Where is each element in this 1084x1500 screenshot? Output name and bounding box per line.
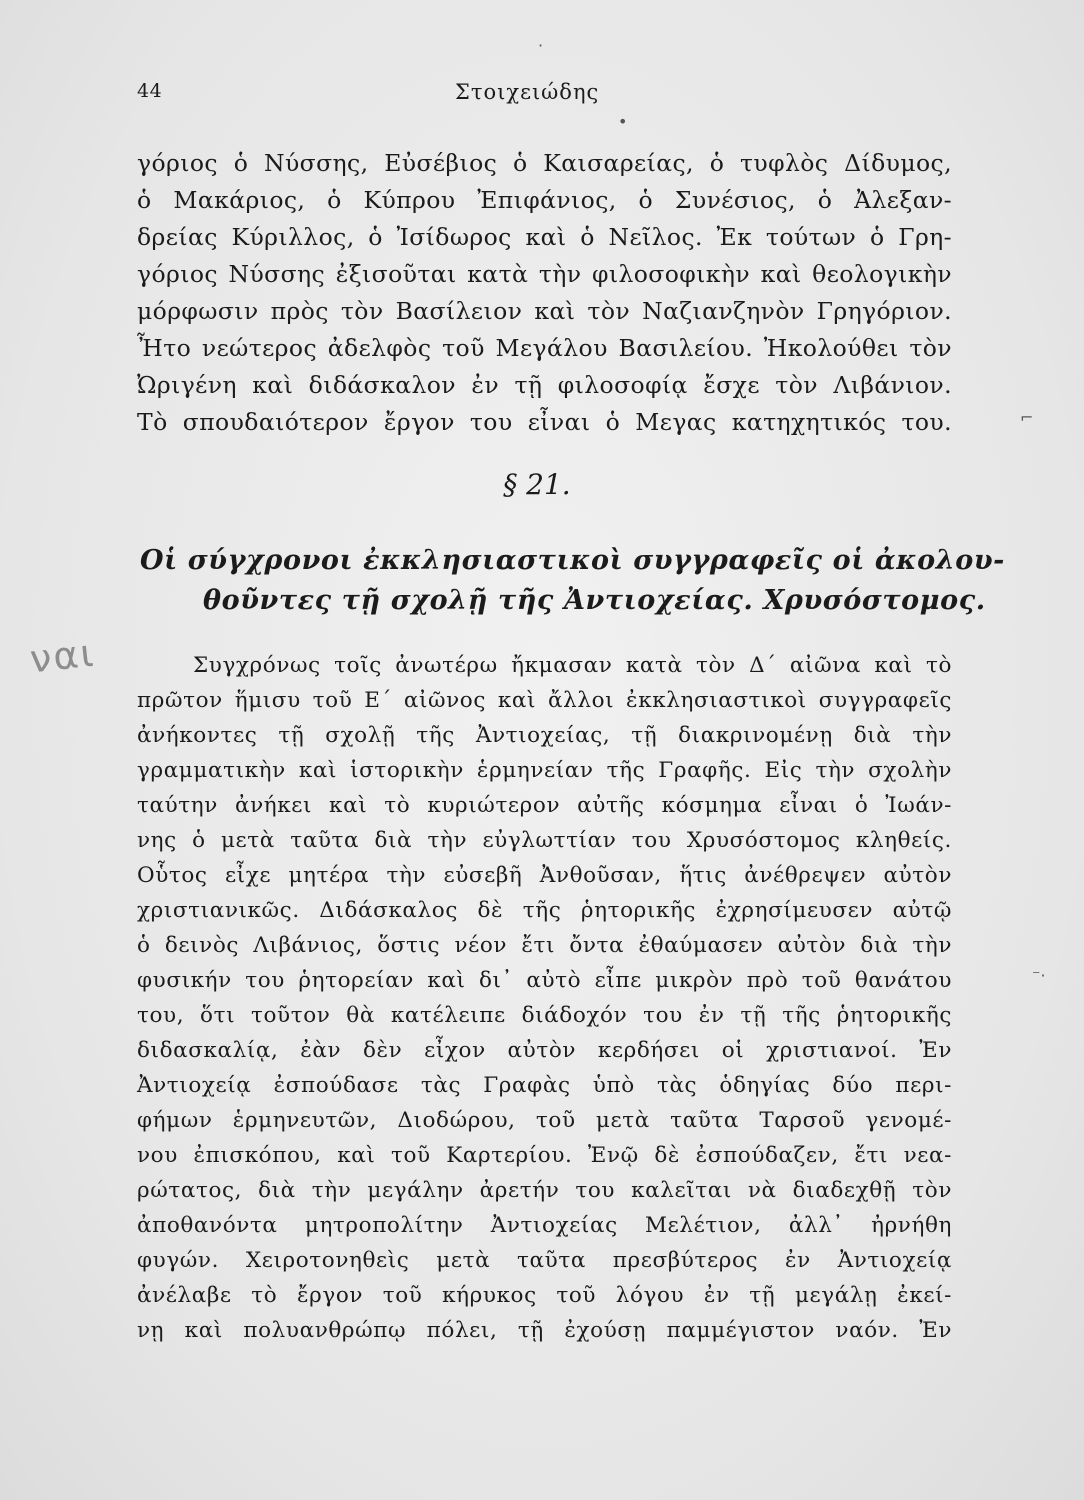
text-line: ὁ δεινὸς Λιβάνιος, ὅστις νέον ἔτι ὄντα ἐθαύμασεν αὐτὸν διὰ τὴν xyxy=(137,933,952,958)
text-line: Ὠριγένη καὶ διδάσκαλον ἐν τῇ φιλοσοφίᾳ ἔσχε τὸν Λιβάνιον. xyxy=(137,371,952,399)
section-number xyxy=(0,468,1084,501)
text-line: Ἦτο νεώτερος ἀδελφὸς τοῦ Μεγάλου Βασιλείου. Ἠκολούθει τὸν xyxy=(137,334,952,362)
section-heading-line-1: Οἱ σύγχρονοι ἐκκλησιαστικοὶ συγγραφεῖς οἱ ἀκολου- xyxy=(140,545,1005,576)
handwritten-margin-note: ναι xyxy=(27,630,98,682)
text-line: ἀποθανόντα μητροπολίτην Ἀντιοχείας Μελέτιον, ἀλλ᾽ ἠρνήθη xyxy=(137,1213,952,1238)
ink-speck: • xyxy=(618,112,628,131)
page-number: 44 xyxy=(137,80,163,102)
ink-speck: ⌐ xyxy=(1020,408,1034,427)
text-line: φήμων ἑρμηνευτῶν, Διοδώρου, τοῦ μετὰ ταῦτα Ταρσοῦ γενομέ- xyxy=(137,1108,952,1133)
page-header xyxy=(137,80,957,110)
text-line: νου ἐπισκόπου, καὶ τοῦ Καρτερίου. Ἐνῷ δὲ ἐσπούδαζεν, ἔτι νεα- xyxy=(137,1143,952,1168)
text-line: Ἀντιοχείᾳ ἐσπούδασε τὰς Γραφὰς ὑπὸ τὰς ὁδηγίας δύο περι- xyxy=(137,1073,952,1098)
text-line: ἀνέλαβε τὸ ἔργον τοῦ κήρυκος τοῦ λόγου ἐν τῇ μεγάλῃ ἐκεί- xyxy=(137,1283,952,1308)
ink-speck: ⁻· xyxy=(1032,966,1046,985)
text-line: ὁ Μακάριος, ὁ Κύπρου Ἐπιφάνιος, ὁ Συνέσιος, ὁ Ἀλεξαν- xyxy=(137,186,952,214)
text-line: ταύτην ἀνήκει καὶ τὸ κυριώτερον αὐτῆς κόσμημα εἶναι ὁ Ἰωάν- xyxy=(137,793,952,818)
text-line: νῃ καὶ πολυανθρώπῳ πόλει, τῇ ἐχούσῃ παμμέγιστον ναόν. Ἐν xyxy=(137,1318,952,1343)
running-title: Στοιχειώδης xyxy=(455,80,600,104)
text-line: φυγών. Χειροτονηθεὶς μετὰ ταῦτα πρεσβύτερος ἐν Ἀντιοχείᾳ xyxy=(137,1248,952,1273)
text-line: μόρφωσιν πρὸς τὸν Βασίλειον καὶ τὸν Ναζιανζηνὸν Γρηγόριον. xyxy=(137,297,952,325)
section-number-text: § 21. xyxy=(503,468,571,501)
text-line: νης ὁ μετὰ ταῦτα διὰ τὴν εὐγλωττίαν του Χρυσόστομος κληθείς. xyxy=(137,828,952,853)
text-line: ἀνήκοντες τῇ σχολῇ τῆς Ἀντιοχείας, τῇ διακρινομένῃ διὰ τὴν xyxy=(137,723,952,748)
text-line: Τὸ σπουδαιότερον ἔργον του εἶναι ὁ Μεγας κατηχητικός του. xyxy=(137,408,952,436)
text-line: γόριος ὁ Νύσσης, Εὐσέβιος ὁ Καισαρείας, ὁ τυφλὸς Δίδυμος, xyxy=(137,149,952,177)
text-line: πρῶτον ἥμισυ τοῦ Ε´ αἰῶνος καὶ ἄλλοι ἐκκλησιαστικοὶ συγγραφεῖς xyxy=(137,688,952,713)
text-line: Συγχρόνως τοῖς ἀνωτέρω ἤκμασαν κατὰ τὸν Δ´ αἰῶνα καὶ τὸ xyxy=(193,653,952,678)
paragraph-continued xyxy=(137,145,952,441)
text-line: γόριος Νύσσης ἐξισοῦται κατὰ τὴν φιλοσοφικὴν καὶ θεολογικὴν xyxy=(137,260,952,288)
text-line: ρώτατος, διὰ τὴν μεγάλην ἀρετήν του καλεῖται νὰ διαδεχθῇ τὸν xyxy=(137,1178,952,1203)
text-line: Οὗτος εἶχε μητέρα τὴν εὐσεβῆ Ἀνθοῦσαν, ἥτις ἀνέθρεψεν αὐτὸν xyxy=(137,863,952,888)
section-heading-line-2: θοῦντες τῇ σχολῇ τῆς Ἀντιοχείας. Χρυσόστομος. xyxy=(203,585,986,616)
ink-speck: · xyxy=(538,36,544,55)
text-line: φυσικήν του ῥητορείαν καὶ δι᾽ αὐτὸ εἶπε μικρὸν πρὸ τοῦ θανάτου xyxy=(137,968,952,993)
paragraph-main xyxy=(137,648,952,1348)
text-line: του, ὅτι τοῦτον θὰ κατέλειπε διάδοχόν του ἐν τῇ τῆς ῥητορικῆς xyxy=(137,1003,952,1028)
text-line: δρείας Κύριλλος, ὁ Ἰσίδωρος καὶ ὁ Νεῖλος. Ἐκ τούτων ὁ Γρη- xyxy=(137,223,952,251)
text-line: διδασκαλίᾳ, ἐὰν δὲν εἶχον αὐτὸν κερδήσει οἱ χριστιανοί. Ἐν xyxy=(137,1038,952,1063)
text-line: χριστιανικῶς. Διδάσκαλος δὲ τῆς ῥητορικῆς ἐχρησίμευσεν αὐτῷ xyxy=(137,898,952,923)
text-line: γραμματικὴν καὶ ἱστορικὴν ἑρμηνείαν τῆς Γραφῆς. Εἰς τὴν σχολὴν xyxy=(137,758,952,783)
